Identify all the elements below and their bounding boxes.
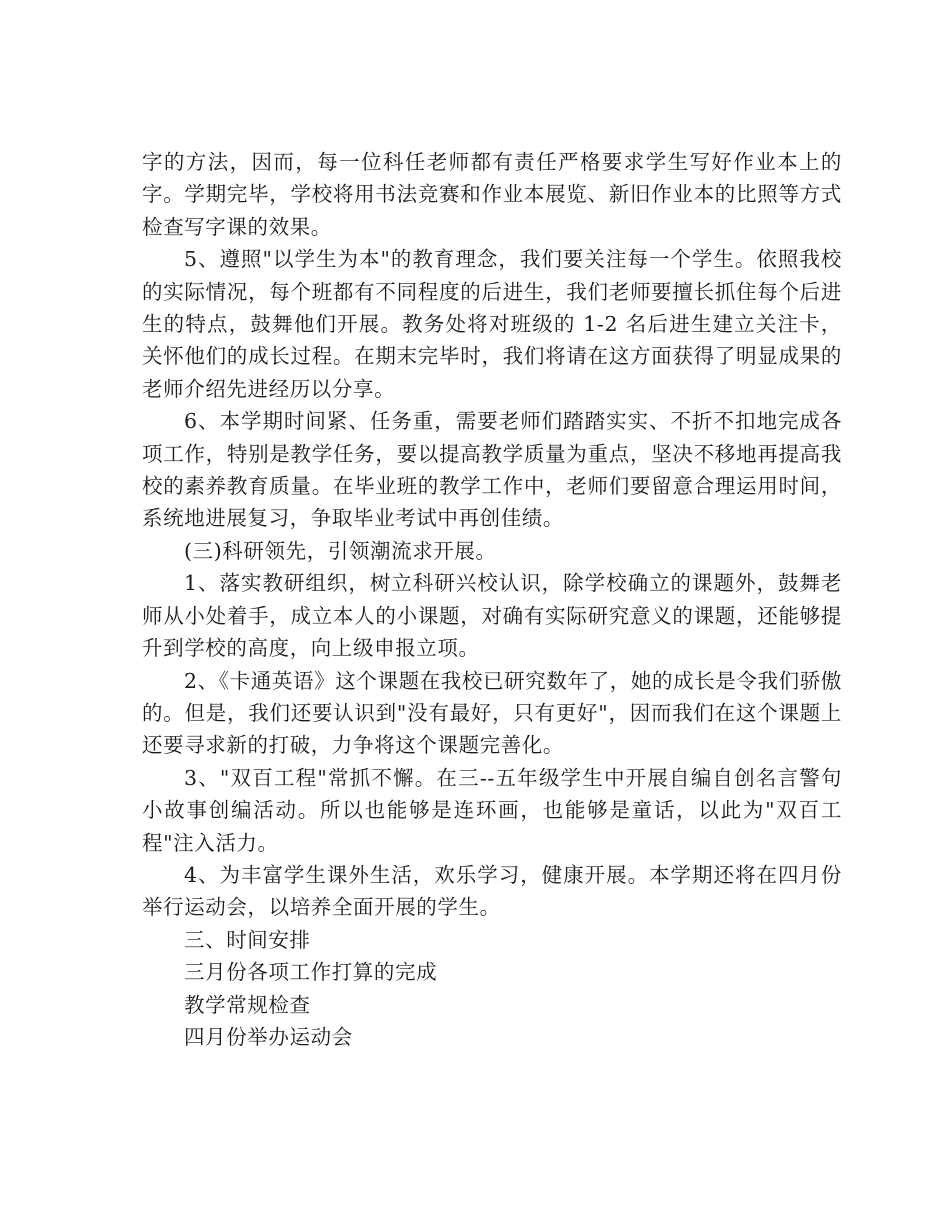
paragraph-item-6: 6、本学期时间紧、任务重，需要老师们踏踏实实、不折不扣地完成各项工作，特别是教学任务，要以提高教学质量为重点，坚决不移地再提高我校的素养教育质量。在毕业班的教学工作中，老师们要留意合理运用时间，系统地进展复习，争取毕业考试中再创佳绩。 — [142, 409, 842, 531]
paragraph-writing-method: 字的方法，因而，每一位科任老师都有责任严格要求学生写好作业本上的字。学期完毕，学校将用书法竞赛和作业本展览、新旧作业本的比照等方式检查写字课的效果。 — [142, 150, 842, 239]
schedule-item-march: 三月份各项工作打算的完成 — [184, 960, 438, 985]
document-body — [142, 146, 842, 1053]
section-heading-schedule: 三、时间安排 — [184, 927, 311, 952]
paragraph-research-2: 2、《卡通英语》这个课题在我校已研究数年了，她的成长是令我们骄傲的。但是，我们还要认识到"没有最好，只有更好"，因而我们在这个课题上还要寻求新的打破，力争将这个课题完善化。 — [142, 668, 842, 758]
paragraph-research-3: 3、"双百工程"常抓不懈。在三--五年级学生中开展自编自创名言警句小故事创编活动。所以也能够是连环画，也能够是童话，以此为"双百工程"注入活力。 — [142, 765, 842, 855]
paragraph-item-5: 5、遵照"以学生为本"的教育理念，我们要关注每一个学生。依照我校的实际情况，每个班都有不同程度的后进生，我们老师要擅长抓住每个后进生的特点，鼓舞他们开展。教务处将对班级的 1-2 名后进生建立关注卡，关怀他们的成长过程。在期末完毕时，我们将请在这方面获得了明显成果的老师介绍先进经历以分享。 — [142, 247, 842, 401]
schedule-item-april: 四月份举办运动会 — [184, 1024, 353, 1049]
paragraph-research-1: 1、落实教研组织，树立科研兴校认识，除学校确立的课题外，鼓舞老师从小处着手，成立本人的小课题，对确有实际研究意义的课题，还能够提升到学校的高度，向上级申报立项。 — [142, 571, 842, 661]
schedule-item-inspection: 教学常规检查 — [184, 992, 311, 1017]
paragraph-research-4: 4、为丰富学生课外生活，欢乐学习，健康开展。本学期还将在四月份举行运动会，以培养全面开展的学生。 — [142, 862, 842, 920]
section-heading-research: (三)科研领先，引领潮流求开展。 — [184, 538, 497, 563]
